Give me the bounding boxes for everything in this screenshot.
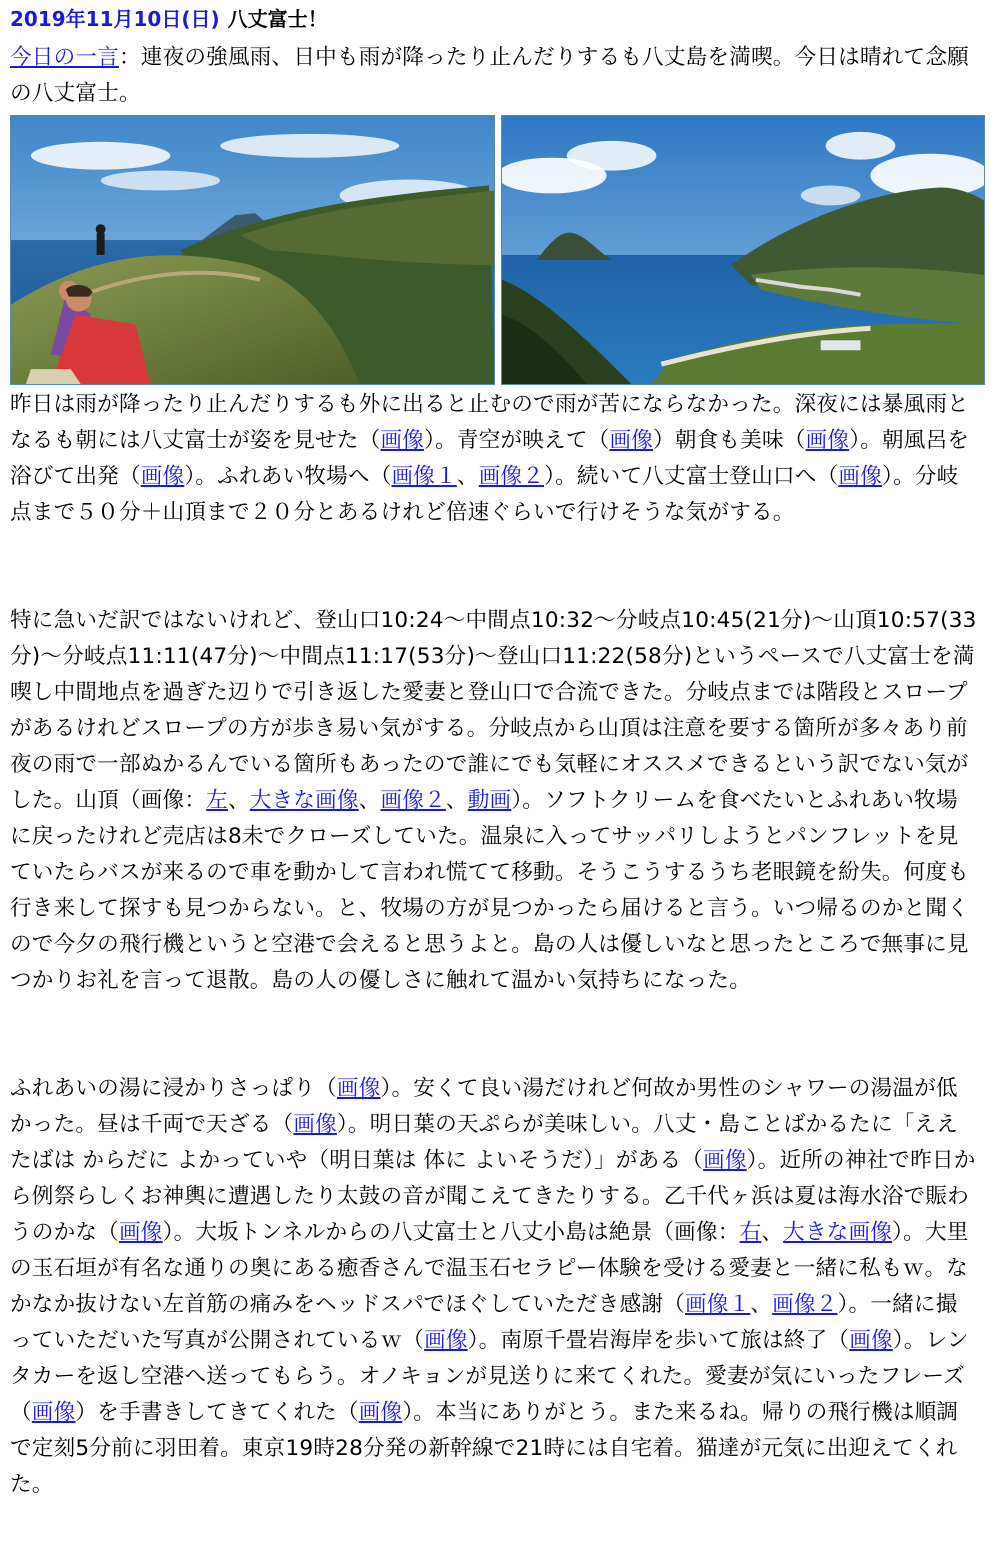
photo-left-ridge[interactable]: [10, 115, 495, 385]
p3-text-6: 、: [761, 1220, 784, 1245]
p2-left-image-link[interactable]: 左: [206, 788, 228, 813]
p2-text-5: ）。ソフトクリームを食べたいとふれあい牧場に戻ったけれど売店は8未でクローズしていた。温泉に入ってサッパリしようとパンフレットを見ていたらバスが来るので車を動かして言われ慌てて移動。そうこうするうち老眼鏡を紛失。何度も行き来して探すも見つからない。と、牧場の方が見つかったら届けると言う。いつ帰るのかと聞くので今夕の飛行機というと空港で会えると思うよと。島の人は優しいなと思ったところで無事に見つかりお礼を言って退散。島の人の優しさに触れて温かい気持ちになった。: [10, 788, 969, 993]
p2-text-3: 、: [358, 788, 381, 813]
entry-heading: [10, 6, 328, 32]
p3-text-9: ）。一緒に撮っていただいた写真が公開されているｗ（: [10, 1292, 958, 1353]
p1-image-link-2[interactable]: 画像: [609, 428, 654, 453]
p3-image-link-12[interactable]: 画像: [358, 1400, 403, 1425]
p3-right-image-link[interactable]: 右: [739, 1220, 762, 1245]
p2-large-image-link[interactable]: 大きな画像: [249, 788, 359, 813]
paragraph-2: [10, 603, 978, 999]
lead-text: ：連夜の強風雨、日中も雨が降ったり止んだりするも八丈島を満喫。今日は晴れて念願の八丈富士。: [10, 45, 969, 106]
p3-image-link-1[interactable]: 画像: [336, 1076, 381, 1101]
entry-date: 2019年11月10日(日): [10, 7, 220, 31]
entry-title: 八丈富士！: [227, 7, 328, 31]
p3-image-link-3[interactable]: 画像: [703, 1148, 747, 1173]
p3-text-11: ）。レンタカーを返し空港へ送ってもらう。オノキョンが見送りに来てくれた。愛妻が気にいったフレーズ（: [10, 1328, 969, 1425]
p3-text-4: ）。近所の神社で昨日から例祭らしくお神輿に遭遇したり太鼓の音が聞こえてきたりする。乙千代ヶ浜は夏は海水浴で賑わうのかな（: [10, 1148, 976, 1245]
photo-row: [10, 115, 985, 387]
p3-text-7: ）。大里の玉石垣が有名な通りの奥にある癒香さんで温玉石セラピー体験を受ける愛妻と一緒に私もｗ。なかなか抜けない左首筋の痛みをヘッドスパでほぐしていただき感謝（: [10, 1220, 969, 1317]
p3-text-2: ）。安くて良い湯だけれど何故か男性のシャワーの湯温が低かった。昼は千両で天ざる（: [10, 1076, 958, 1137]
paragraph-3: [10, 1071, 978, 1503]
paragraph-1: [10, 387, 978, 531]
p3-text-3: ）。明日葉の天ぷらが美味しい。八丈・島ことばかるたに「ええたばは からだに よかっていや（明日葉は 体に よいそうだ）」がある（: [10, 1112, 959, 1173]
p3-text-8: 、: [750, 1292, 773, 1317]
p3-text-5: ）。大坂トンネルからの八丈富士と八丈小島は絶景（画像：: [162, 1220, 740, 1245]
p1-text-1: 昨日は雨が降ったり止んだりするも外に出ると止むので雨が苦にならなかった。深夜には暴風雨となるも朝には八丈富士が姿を見せた（: [10, 392, 969, 453]
lead-paragraph: [10, 40, 978, 112]
p3-text-1: ふれあいの湯に浸かりさっぱり（: [10, 1076, 337, 1101]
p2-text-2: 、: [227, 788, 250, 813]
p1-image-link-3[interactable]: 画像: [805, 428, 850, 453]
p1-image-link-7[interactable]: 画像: [838, 464, 882, 489]
p3-image-2-link[interactable]: 画像２: [772, 1292, 838, 1317]
p3-text-13: ）。本当にありがとう。また来るね。帰りの飛行機は順調で定刻5分前に羽田着。東京19時28分発の新幹線で21時には自宅着。猫達が元気に出迎えてくれた。: [10, 1400, 959, 1497]
p1-image-link-1[interactable]: 画像: [380, 428, 425, 453]
p1-text-3: ）朝食も美味（: [653, 428, 806, 453]
p3-image-link-2[interactable]: 画像: [293, 1112, 337, 1137]
p2-image-2-link[interactable]: 画像２: [380, 788, 446, 813]
p1-image-link-4[interactable]: 画像: [140, 464, 185, 489]
p3-text-10: ）。南原千畳岩海岸を歩いて旅は終了（: [467, 1328, 850, 1353]
p3-image-link-10[interactable]: 画像: [849, 1328, 893, 1353]
today-word-link[interactable]: 今日の一言: [10, 45, 119, 70]
p3-large-image-link[interactable]: 大きな画像: [783, 1220, 893, 1245]
photo-right-bay[interactable]: [501, 115, 985, 385]
p3-image-link-11[interactable]: 画像: [31, 1400, 76, 1425]
p3-image-1-link[interactable]: 画像１: [684, 1292, 751, 1317]
p1-text-6: 、: [456, 464, 479, 489]
p3-image-link-4[interactable]: 画像: [118, 1220, 163, 1245]
p2-text-1: 特に急いだ訳ではないけれど、登山口10:24〜中間点10:32〜分岐点10:45(21分)〜山頂10:57(33分)〜分岐点11:11(47分)〜中間点11:17(53分)〜登山口11:22(58分)というペースで八丈富士を満喫し中間地点を過ぎた辺りで引き返した愛妻と登山口で合流できた。分岐点までは階段とスロープがあるけれどスロープの方が歩き易い気がする。分岐点から山頂は注意を要する箇所が多々あり前夜の雨で一部ぬかるんでいる箇所もあったので誰にでも気軽にオススメできるという訳でない気がした。山頂（画像：: [10, 608, 977, 813]
mountain-ridge-hikers-photo: [11, 116, 494, 384]
p2-video-link[interactable]: 動画: [467, 788, 512, 813]
p1-text-2: ）。青空が映えて（: [424, 428, 610, 453]
coastal-bay-mountain-photo: [502, 116, 984, 384]
p3-text-12: ）を手書きしてきてくれた（: [75, 1400, 359, 1425]
p3-image-link-9[interactable]: 画像: [424, 1328, 468, 1353]
p2-text-4: 、: [445, 788, 468, 813]
p1-text-7: ）。続いて八丈富士登山口へ（: [544, 464, 839, 489]
p1-text-8: ）。分岐点まで５０分＋山頂まで２０分とあるけれど倍速ぐらいで行けそうな気がする。: [10, 464, 959, 525]
p1-image-link-6[interactable]: 画像２: [478, 464, 545, 489]
p1-text-5: ）。ふれあい牧場へ（: [184, 464, 392, 489]
p1-text-4: ）。朝風呂を浴びて出発（: [10, 428, 970, 489]
p1-image-link-5[interactable]: 画像１: [391, 464, 457, 489]
